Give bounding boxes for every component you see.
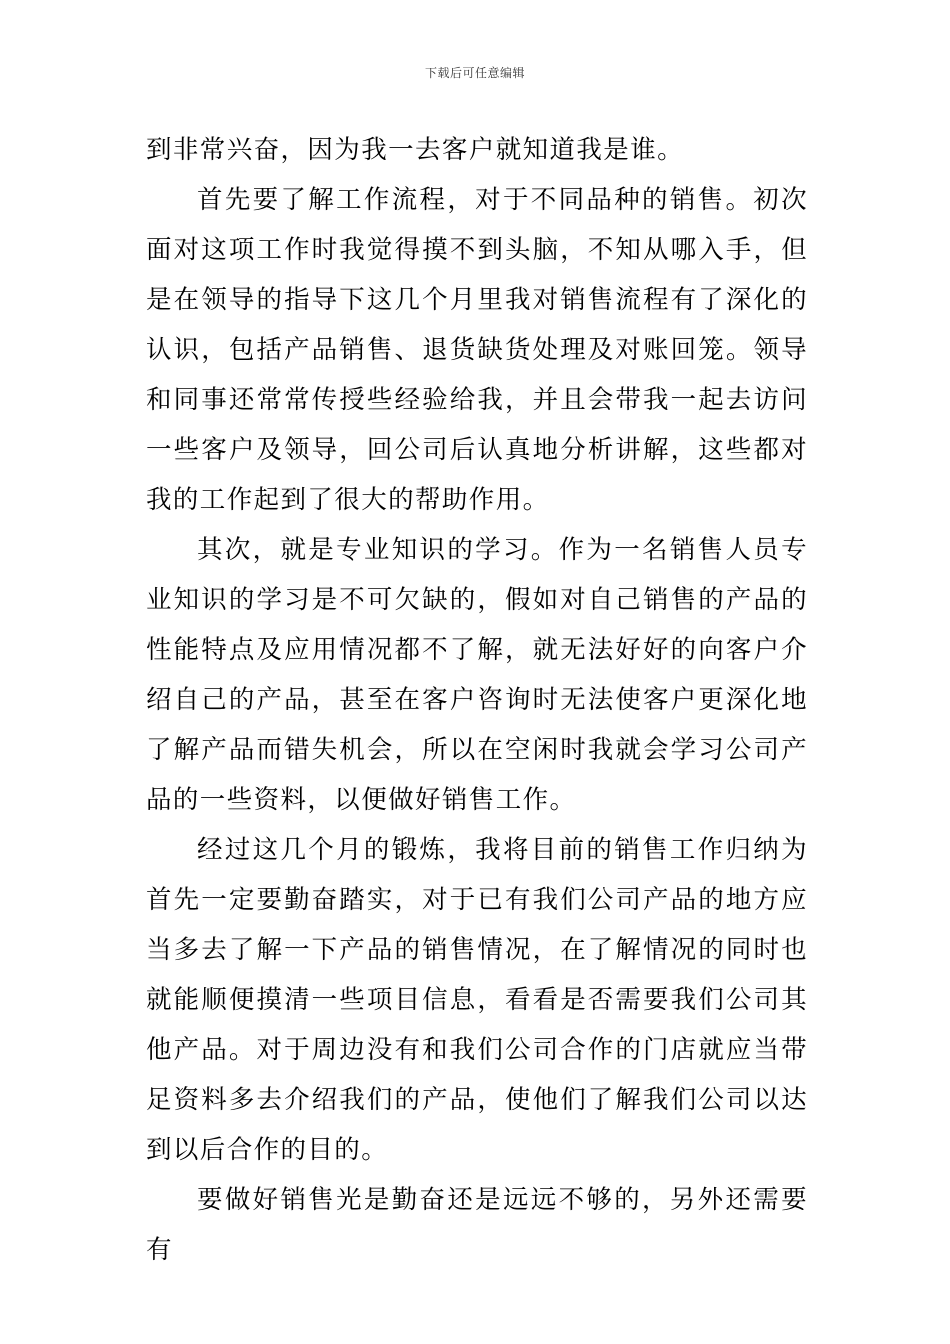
paragraph-diligence: 要做好销售光是勤奋还是远远不够的，另外还需要有 bbox=[146, 1185, 808, 1265]
paragraph-work-process: 首先要了解工作流程，对于不同品种的销售。初次面对这项工作时我觉得摸不到头脑，不知从哪入手，但是在领导的指导下这几个月里我对销售流程有了深化的认识，包括产品销售、退货缺货处理及对账回笼。领导和同事还常常传授些经验给我，并且会带我一起去访问一些客户及领导，回公司后认真地分析讲解，这些都对我的工作起到了很大的帮助作用。 bbox=[146, 185, 808, 515]
document-body bbox=[146, 125, 808, 1275]
page-header: 下载后可任意编辑 bbox=[424, 66, 525, 80]
paragraph-continuation: 到非常兴奋，因为我一去客户就知道我是谁。 bbox=[146, 135, 685, 165]
paragraph-summary: 经过这几个月的锻炼，我将目前的销售工作归纳为首先一定要勤奋踏实，对于已有我们公司产品的地方应当多去了解一下产品的销售情况，在了解情况的同时也就能顺便摸清一些项目信息，看看是否需要我们公司其他产品。对于周边没有和我们公司合作的门店就应当带足资料多去介绍我们的产品，使他们了解我们公司以达到以后合作的目的。 bbox=[146, 835, 808, 1165]
paragraph-professional-knowledge: 其次，就是专业知识的学习。作为一名销售人员专业知识的学习是不可欠缺的，假如对自己销售的产品的性能特点及应用情况都不了解，就无法好好的向客户介绍自己的产品，甚至在客户咨询时无法使客户更深化地了解产品而错失机会，所以在空闲时我就会学习公司产品的一些资料，以便做好销售工作。 bbox=[146, 535, 808, 815]
